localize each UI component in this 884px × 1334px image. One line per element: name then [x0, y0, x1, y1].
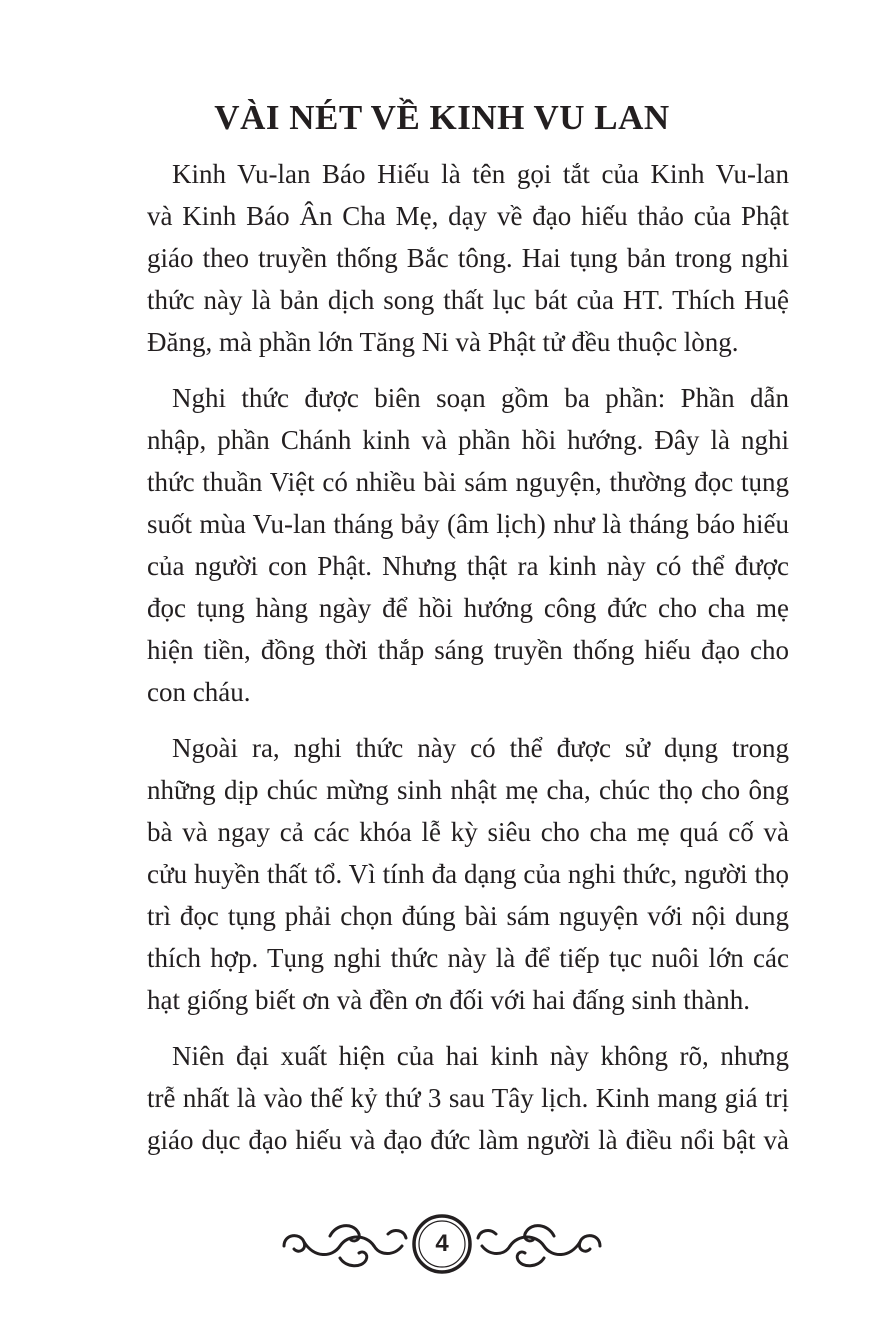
text-line: Kinh Vu-lan Báo Hiếu là tên gọi tắt của Kinh Vu-lan — [172, 159, 789, 189]
paragraph — [147, 1035, 789, 1161]
page-number: 4 — [435, 1230, 449, 1257]
text-line: Đăng, mà phần lớn Tăng Ni và Phật tử đều thuộc lòng. — [147, 327, 739, 357]
text-line: suốt mùa Vu-lan tháng bảy (âm lịch) như là tháng báo hiếu — [147, 509, 789, 539]
body-text — [147, 153, 789, 1161]
text-line: đọc tụng hàng ngày để hồi hướng công đức cho cha mẹ — [147, 593, 789, 623]
text-line: thức thuần Việt có nhiều bài sám nguyện, thường đọc tụng — [147, 467, 789, 497]
text-line: của người con Phật. Nhưng thật ra kinh này có thể được — [147, 551, 789, 581]
text-line: trì đọc tụng phải chọn đúng bài sám nguyện với nội dung — [147, 901, 789, 931]
paragraph — [147, 377, 789, 713]
paragraph — [147, 153, 789, 363]
text-line: thức này là bản dịch song thất lục bát của HT. Thích Huệ — [147, 285, 789, 315]
text-line: giáo theo truyền thống Bắc tông. Hai tụng bản trong nghi — [147, 243, 789, 273]
text-line: hạt giống biết ơn và đền ơn đối với hai đấng sinh thành. — [147, 985, 750, 1015]
text-line: con cháu. — [147, 677, 251, 707]
text-line: hiện tiền, đồng thời thắp sáng truyền thống hiếu đạo cho — [147, 635, 789, 665]
text-line: Nghi thức được biên soạn gồm ba phần: Phần dẫn — [172, 383, 789, 413]
text-line: Ngoài ra, nghi thức này có thể được sử dụng trong — [172, 733, 789, 763]
text-line: trễ nhất là vào thế kỷ thứ 3 sau Tây lịch. Kinh mang giá trị — [147, 1083, 789, 1113]
text-line: thích hợp. Tụng nghi thức này là để tiếp tục nuôi lớn các — [147, 943, 789, 973]
text-line: giáo dục đạo hiếu và đạo đức làm người là điều nổi bật và — [147, 1125, 789, 1155]
page-footer — [270, 1210, 614, 1278]
page-title: VÀI NÉT VỀ KINH VU LAN — [214, 98, 670, 137]
text-line: cửu huyền thất tổ. Vì tính đa dạng của nghi thức, người thọ — [147, 859, 789, 889]
text-line: bà và ngay cả các khóa lễ kỳ siêu cho cha mẹ quá cố và — [147, 817, 789, 847]
text-line: những dịp chúc mừng sinh nhật mẹ cha, chúc thọ cho ông — [147, 775, 789, 805]
text-line: Niên đại xuất hiện của hai kinh này không rõ, nhưng — [172, 1041, 789, 1071]
text-line: và Kinh Báo Ân Cha Mẹ, dạy về đạo hiếu thảo của Phật — [147, 201, 789, 231]
paragraph — [147, 727, 789, 1021]
text-line: nhập, phần Chánh kinh và phần hồi hướng. Đây là nghi — [147, 425, 789, 455]
